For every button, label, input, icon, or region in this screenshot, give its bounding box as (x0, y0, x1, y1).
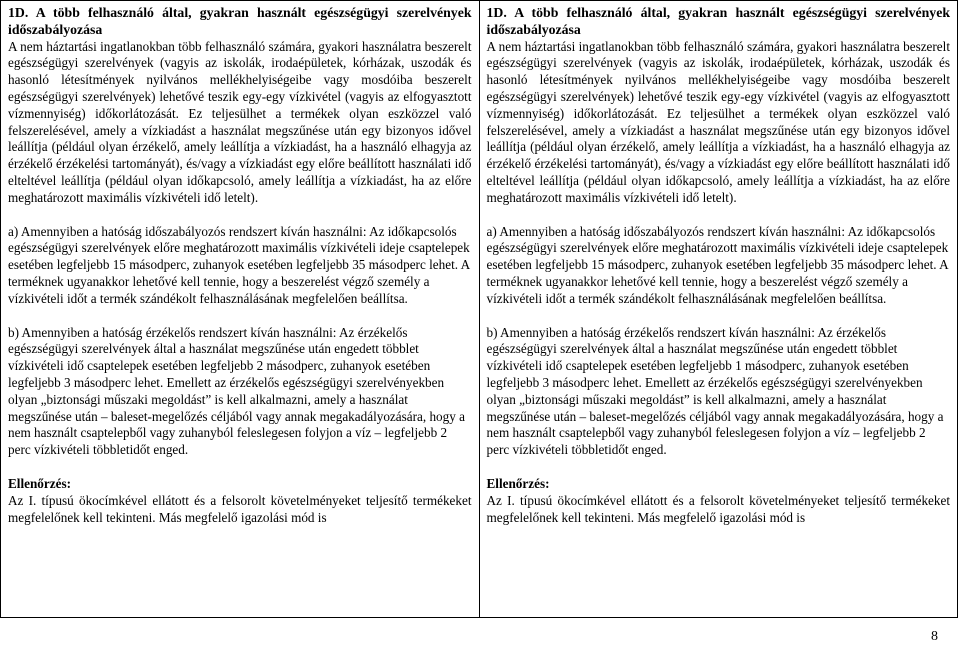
left-intro: A nem háztartási ingatlanokban több felhasználó számára, gyakori használatra beszerelt egészségügyi szerelvények (vagyis az iskolák, irodaépületek, kórházak, uszodák és hasonló létesítmények nyilvános mellékhelyiségeibe vagy mosdóiba beszerelt egészségügyi szerelvények) lehetővé teszik egy-egy vízkivétel (vagyis az elfogyasztott vízmennyiség) időkorlátozását. Ez teljesülhet a termékek olyan eszközzel való felszerelésével, amely a vízkiadást a használat megszűnése után egy bizonyos idővel leállítja (például olyan érzékelő, amely leállítja a vízkiadást, ha a használó elhagyja az érzékelő érzékelési tartományát), és/vagy a vízkiadást egy előre beállított használati idő elteltével leállítja (például olyan időkapcsoló, amely leállítja a vízkiadást, ha az előre meghatározott maximális vízkivételi idő letelt). (8, 38, 472, 205)
right-title: 1D. A több felhasználó által, gyakran használt egészségügyi szerelvények időszabályozása (486, 5, 950, 37)
right-option-b: b) Amennyiben a hatóság érzékelős rendszert kíván használni: Az érzékelős egészségügyi szerelvények által a használat megszűnése után engedett többlet vízkivételi idő csaptelepek esetében legfeljebb 1 másodperc, zuhanyok esetében legfeljebb 3 másodperc lehet. Emellett az érzékelős egészségügyi szerelvényekben olyan „biztonsági műszaki megoldást” is kell alkalmazni, amely a használat megszűnése után – baleset-megelőzés céljából vagy annak megakadályozására, hogy a nem használt csaptelepből vagy zuhanyból feleslegesen folyjon a víz – legfeljebb 2 perc vízkivételi többletidőt enged. (486, 324, 944, 458)
right-option-a: a) Amennyiben a hatóság időszabályozós rendszert kíván használni: Az időkapcsolós egészségügyi szerelvények előre meghatározott maximális vízkivételi ideje csaptelepek esetében legfeljebb 15 másodperc, zuhanyok esetében legfeljebb 35 másodperc lehet. A terméknek ugyanakkor lehetővé kell tennie, hogy a beszerelést végző személy a vízkivételi időt a termék szándékolt felhasználásának megfelelően beállítsa. (486, 223, 949, 306)
left-check-label: Ellenőrzés: (8, 475, 71, 491)
left-option-a: a) Amennyiben a hatóság időszabályozós rendszert kíván használni: Az időkapcsolós egészségügyi szerelvények előre meghatározott maximális vízkivételi ideje csaptelepek esetében legfeljebb 15 másodperc, zuhanyok esetében legfeljebb 35 másodperc lehet. A terméknek ugyanakkor lehetővé kell tennie, hogy a beszerelést végző személy a vízkivételi időt a termék szándékolt felhasználásának megfelelően beállítsa. (8, 223, 470, 306)
right-intro: A nem háztartási ingatlanokban több felhasználó számára, gyakori használatra beszerelt egészségügyi szerelvények (vagyis az iskolák, irodaépületek, kórházak, uszodák és hasonló létesítmények nyilvános mellékhelyiségeibe vagy mosdóiba beszerelt egészségügyi szerelvények) lehetővé teszik egy-egy vízkivétel (vagyis az elfogyasztott vízmennyiség) időkorlátozását. Ez teljesülhet a termékek olyan eszközzel való felszerelésével, amely a vízkiadást a használat megszűnése után egy bizonyos idővel leállítja (például olyan érzékelő, amely leállítja a vízkiadást, ha a használó elhagyja az érzékelő érzékelési tartományát), és/vagy a vízkiadást egy előre beállított használati idő elteltével leállítja (például olyan időkapcsoló, amely leállítja a vízkiadást, ha az előre meghatározott maximális vízkivételi idő letelt). (486, 38, 950, 205)
table-row (1, 1, 958, 618)
right-check-label: Ellenőrzés: (486, 475, 550, 491)
left-check-text: Az I. típusú ökocímkével ellátott és a felsorolt követelményeket teljesítő termékeket megfelelőnek kell tekinteni. Más megfelelő igazolási mód is (8, 492, 472, 525)
left-column (1, 1, 480, 618)
right-column (479, 1, 958, 618)
page-number: 8 (931, 629, 938, 644)
right-check-text: Az I. típusú ökocímkével ellátott és a felsorolt követelményeket teljesítő termékeket megfelelőnek kell tekinteni. Más megfelelő igazolási mód is (486, 492, 950, 525)
left-title: 1D. A több felhasználó által, gyakran használt egészségügyi szerelvények időszabályozása (8, 5, 472, 37)
left-option-b: b) Amennyiben a hatóság érzékelős rendszert kíván használni: Az érzékelős egészségügyi szerelvények által a használat megszűnése után engedett többlet vízkivételi idő csaptelepek esetében legfeljebb 2 másodperc, zuhanyok esetében legfeljebb 3 másodperc lehet. Emellett az érzékelős egészségügyi szerelvényekben olyan „biztonsági műszaki megoldást” is kell alkalmazni, amely a használat megszűnése után – baleset-megelőzés céljából vagy annak megakadályozására, hogy a nem használt csaptelepből vagy zuhanyból feleslegesen folyjon a víz – legfeljebb 2 perc vízkivételi többletidőt enged. (8, 324, 465, 458)
